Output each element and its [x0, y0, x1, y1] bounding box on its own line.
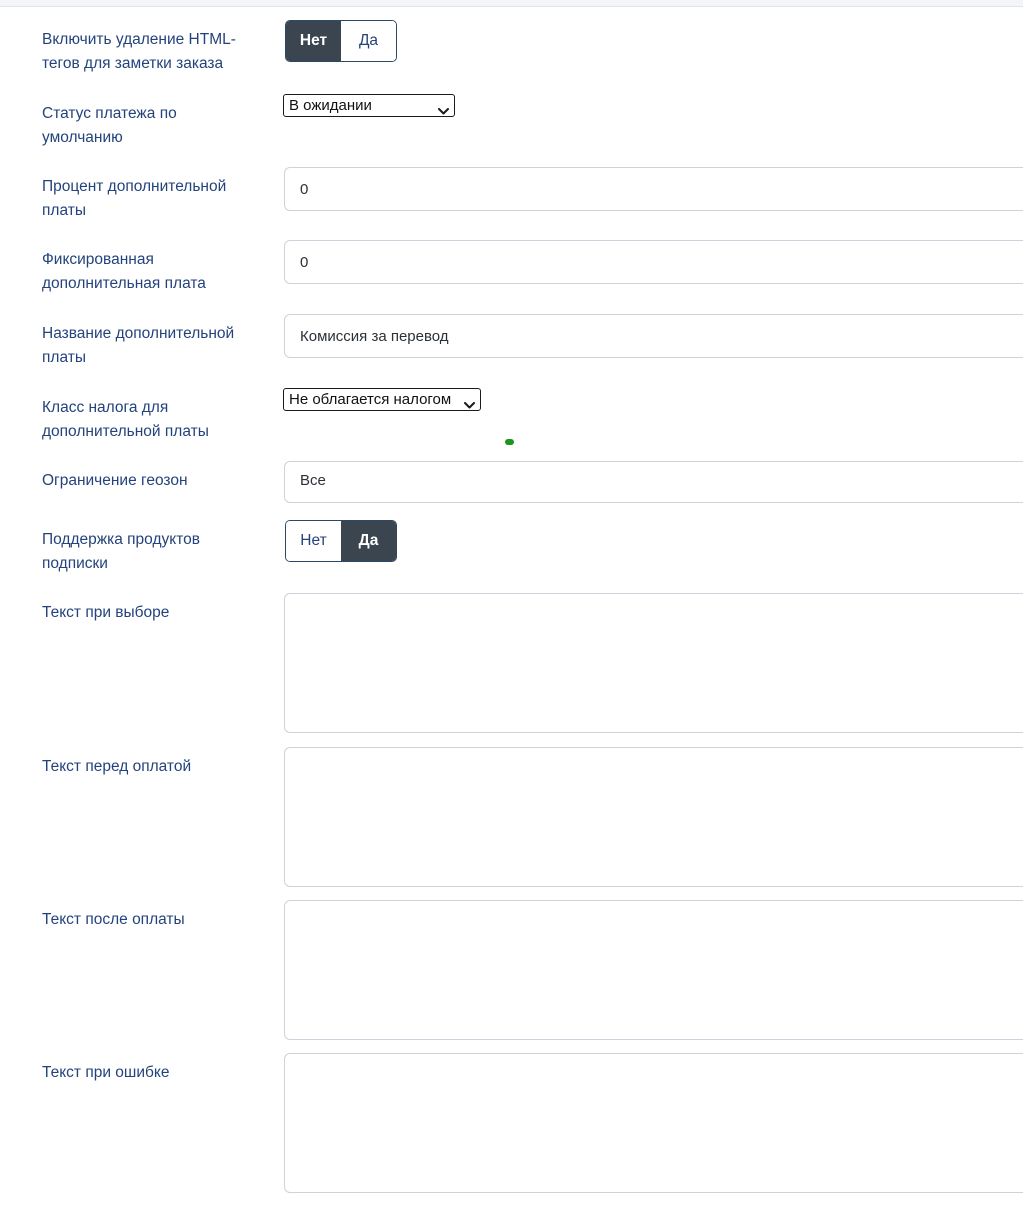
text-on-select-textarea[interactable]: [284, 593, 1023, 733]
subscription-yes-button[interactable]: Да: [341, 521, 396, 561]
surcharge-fixed-input[interactable]: [284, 240, 1023, 284]
subscription-no-button[interactable]: Нет: [286, 521, 341, 561]
field-label: Статус платежа по умолчанию: [42, 105, 177, 146]
payment-status-select[interactable]: [283, 94, 455, 117]
payment-status-select-wrap: [283, 94, 455, 117]
text-before-payment-textarea[interactable]: [284, 747, 1023, 887]
tax-class-select-wrap: [283, 388, 481, 411]
surcharge-tax-class-select[interactable]: [283, 388, 481, 411]
field-label: Текст при выборе: [42, 604, 170, 621]
field-label: Фиксированная дополнительная плата: [42, 251, 206, 292]
field-label: Класс налога для дополнительной платы: [42, 399, 209, 440]
field-label: Ограничение геозон: [42, 472, 188, 489]
field-label: Название дополнительной платы: [42, 325, 235, 366]
field-label: Текст после оплаты: [42, 911, 185, 928]
field-label: Поддержка продуктов подписки: [42, 531, 200, 572]
field-label: Текст перед оплатой: [42, 758, 192, 775]
text-after-payment-textarea[interactable]: [284, 900, 1023, 1040]
field-label: Текст при ошибке: [42, 1064, 170, 1081]
field-label: Включить удаление HTML-тегов для заметки заказа: [42, 31, 236, 72]
surcharge-percent-input[interactable]: [284, 167, 1023, 211]
strip-html-no-button[interactable]: Нет: [286, 21, 341, 61]
green-dot: [505, 439, 514, 445]
field-label: Процент дополнительной платы: [42, 178, 227, 219]
surcharge-name-input[interactable]: [284, 314, 1023, 358]
subscription-toggle: [285, 520, 397, 562]
text-on-error-textarea[interactable]: [284, 1053, 1023, 1193]
strip-html-yes-button[interactable]: Да: [341, 21, 396, 61]
strip-html-toggle: [285, 20, 397, 62]
geozone-restriction-field[interactable]: Все: [284, 461, 1023, 503]
top-divider: [0, 0, 1023, 7]
